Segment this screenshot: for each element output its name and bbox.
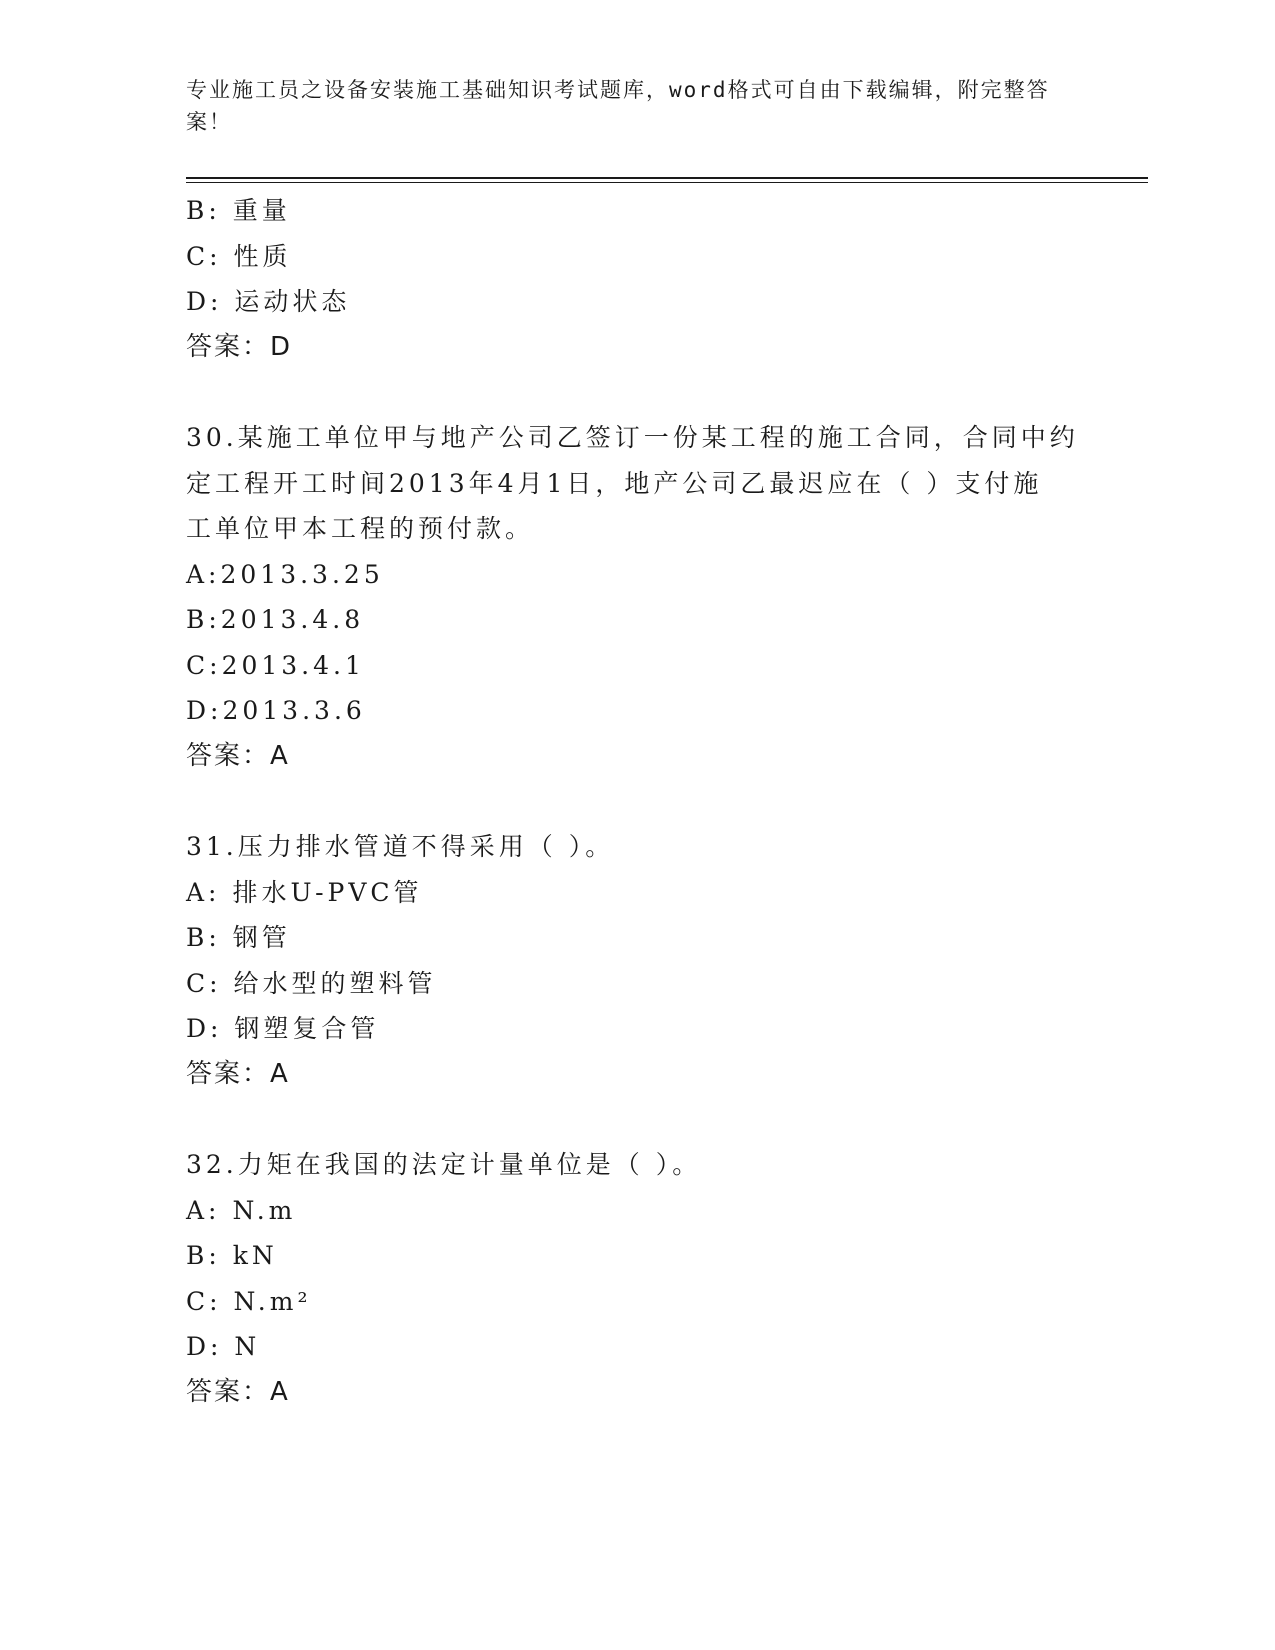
page-header bbox=[186, 74, 1066, 138]
option-c: C: 给水型的塑料管 bbox=[186, 968, 437, 998]
option-b: B: 钢管 bbox=[186, 923, 291, 952]
question-stem-line: 31.压力排水管道不得采用（ ）。 bbox=[186, 832, 615, 861]
question-stem-line: 工单位甲本工程的预付款。 bbox=[186, 514, 535, 543]
option-c: C:2013.4.1 bbox=[186, 650, 365, 680]
option-d: D: 钢塑复合管 bbox=[186, 1014, 380, 1043]
option-a: A:2013.3.25 bbox=[186, 559, 384, 589]
question-31 bbox=[186, 824, 1076, 1097]
answer: 答案：A bbox=[186, 740, 290, 771]
option-a: A: 排水U-PVC管 bbox=[186, 877, 423, 907]
option-d: D:2013.3.6 bbox=[186, 696, 366, 725]
spacer bbox=[186, 779, 1076, 824]
answer: 答案：A bbox=[186, 1376, 290, 1407]
option-d: D: 运动状态 bbox=[186, 287, 351, 316]
answer: 答案：D bbox=[186, 331, 293, 362]
option-b: B: 重量 bbox=[186, 196, 291, 225]
option-c: C: N.m² bbox=[186, 1286, 312, 1316]
question-29-tail bbox=[186, 188, 1076, 370]
header-divider-thick bbox=[186, 177, 1148, 179]
option-d: D: N bbox=[186, 1332, 261, 1361]
header-title: 专业施工员之设备安装施工基础知识考试题库，word格式可自由下载编辑，附完整答案！ bbox=[186, 78, 1050, 134]
option-c: C: 性质 bbox=[186, 241, 292, 271]
option-b: B: kN bbox=[186, 1241, 278, 1270]
spacer bbox=[186, 1097, 1076, 1142]
header-divider-thin bbox=[186, 182, 1148, 183]
question-32 bbox=[186, 1142, 1076, 1415]
question-stem-line: 30.某施工单位甲与地产公司乙签订一份某工程的施工合同，合同中约 bbox=[186, 423, 1079, 452]
question-stem-line: 定工程开工时间2013年4月1日，地产公司乙最迟应在（ ）支付施 bbox=[186, 468, 1043, 498]
option-a: A: N.m bbox=[186, 1195, 297, 1225]
document-body bbox=[186, 188, 1079, 1415]
question-stem-line: 32.力矩在我国的法定计量单位是（ ）。 bbox=[186, 1150, 702, 1179]
option-b: B:2013.4.8 bbox=[186, 605, 365, 634]
answer: 答案：A bbox=[186, 1058, 290, 1089]
spacer bbox=[186, 370, 1076, 415]
question-30 bbox=[186, 415, 1079, 779]
